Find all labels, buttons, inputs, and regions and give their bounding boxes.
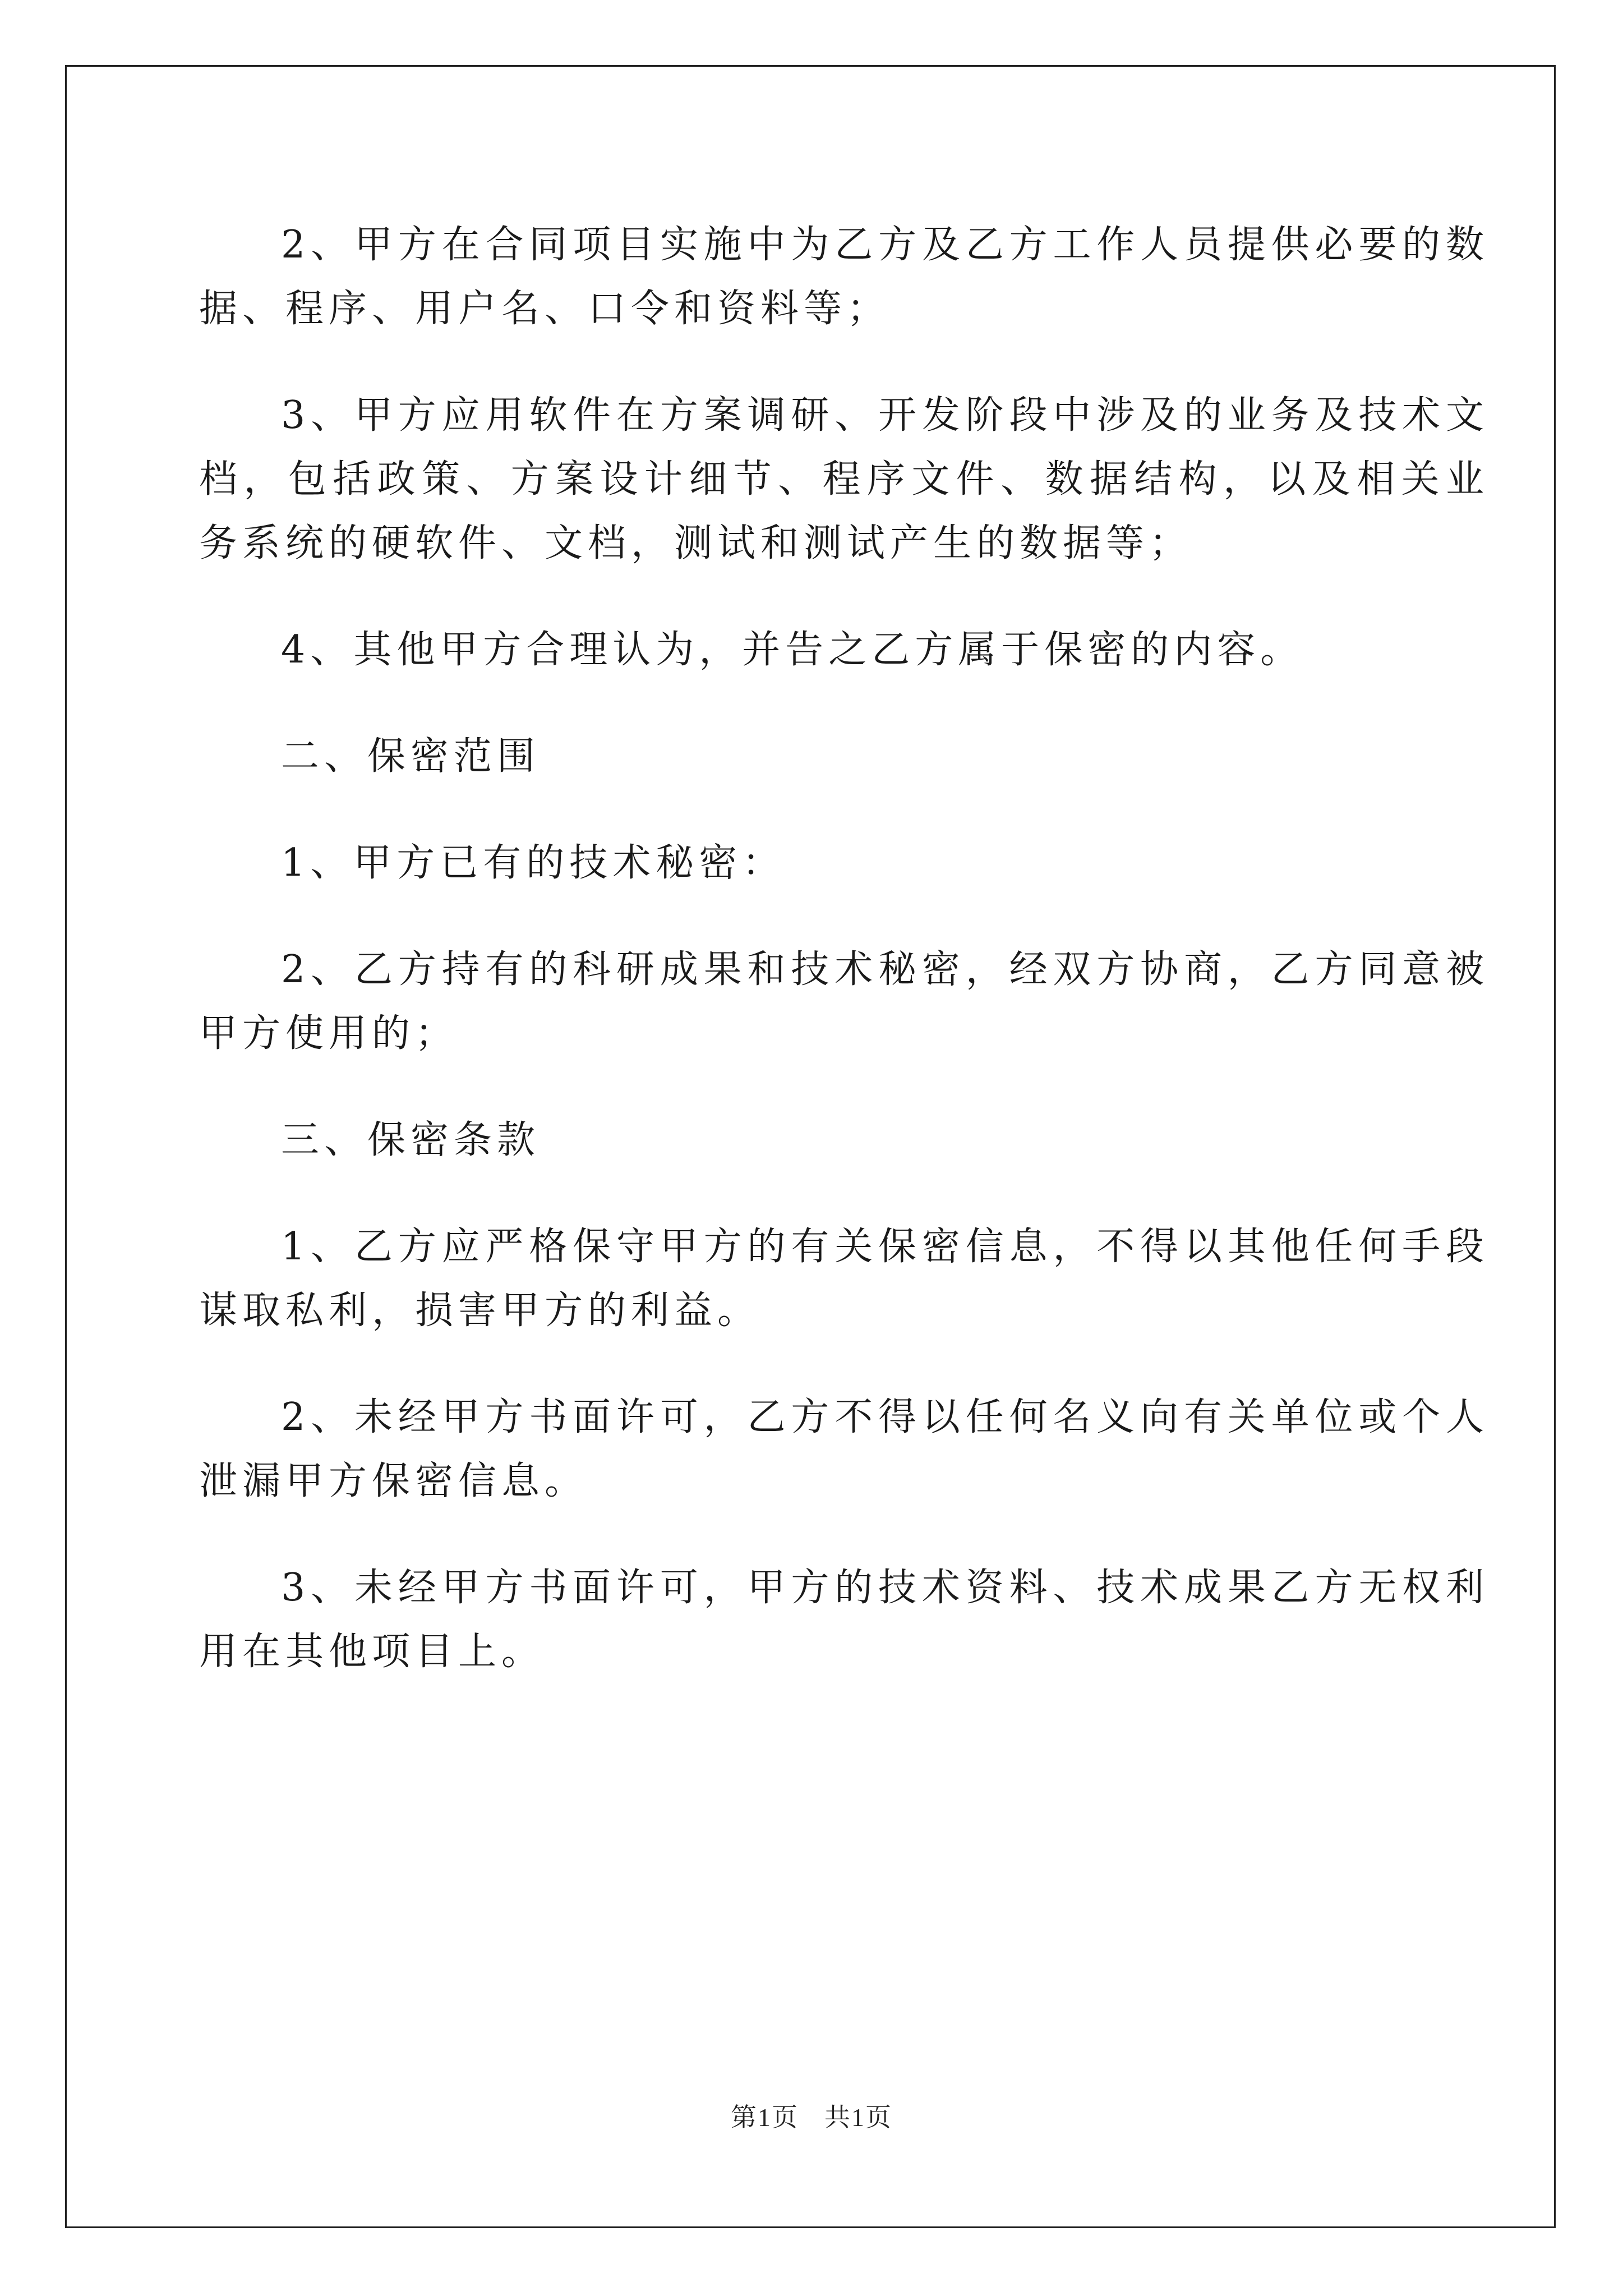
page-number: 第1页 — [731, 2103, 799, 2132]
page-footer — [0, 2097, 1623, 2134]
paragraph-terms-item-1: 1、乙方应严格保守甲方的有关保密信息，不得以其他任何手段谋取私利，损害甲方的利益。 — [199, 1225, 1489, 1333]
section-heading-confidential-scope: 二、保密范围 — [281, 734, 541, 779]
paragraph-scope-item-2: 2、乙方持有的科研成果和技术秘密，经双方协商，乙方同意被甲方使用的； — [199, 947, 1489, 1056]
paragraph-item-4-other-content: 4、其他甲方合理认为，并告之乙方属于保密的内容。 — [281, 628, 1304, 672]
paragraph-scope-item-1: 1、甲方已有的技术秘密： — [281, 841, 786, 885]
paragraph-terms-item-2: 2、未经甲方书面许可，乙方不得以任何名义向有关单位或个人泄漏甲方保密信息。 — [199, 1395, 1489, 1503]
document-body — [199, 213, 1489, 1727]
page-total: 共1页 — [824, 2103, 892, 2132]
section-heading-confidential-terms: 三、保密条款 — [281, 1118, 541, 1162]
paragraph-item-2-data-provision: 2、甲方在合同项目实施中为乙方及乙方工作人员提供必要的数据、程序、用户名、口令和资料等； — [199, 223, 1489, 331]
paragraph-terms-item-3: 3、未经甲方书面许可，甲方的技术资料、技术成果乙方无权利用在其他项目上。 — [199, 1566, 1489, 1674]
paragraph-item-3-software-docs: 3、甲方应用软件在方案调研、开发阶段中涉及的业务及技术文档，包括政策、方案设计细节、程序文件、数据结构，以及相关业务系统的硬软件、文档，测试和测试产生的数据等； — [199, 393, 1489, 565]
